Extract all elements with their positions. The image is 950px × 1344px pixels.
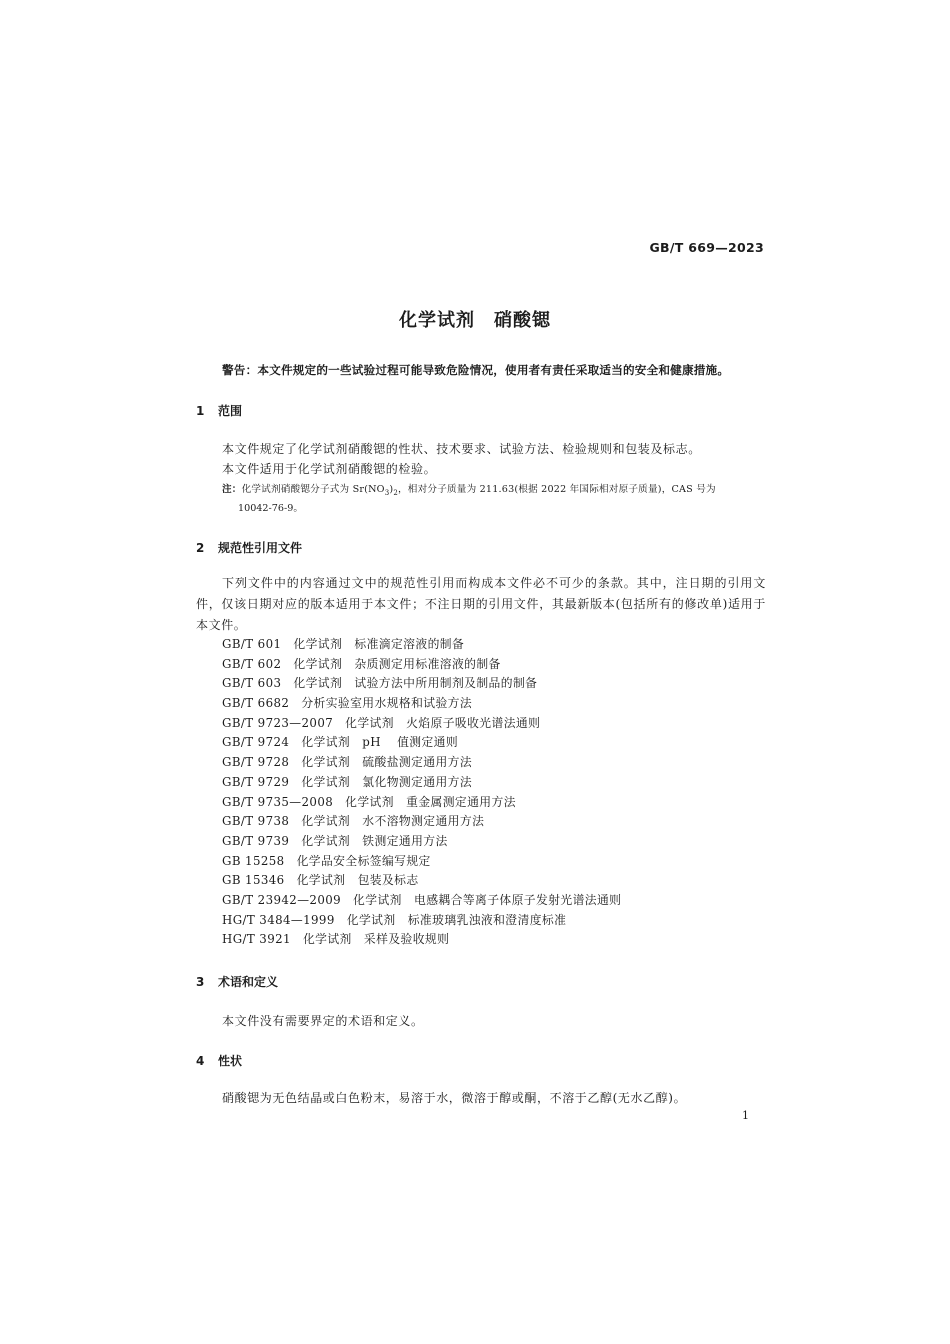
reference-item bbox=[222, 871, 621, 891]
reference-title: 化学试剂 氯化物测定通用方法 bbox=[301, 774, 473, 789]
section-title: 规范性引用文件 bbox=[218, 541, 303, 555]
reference-title: 化学试剂 pH 值测定通则 bbox=[301, 735, 459, 750]
reference-item bbox=[222, 812, 621, 832]
section-title: 范围 bbox=[218, 404, 243, 418]
section-number: 1 bbox=[196, 404, 205, 418]
reference-code: HG/T 3921 bbox=[222, 932, 291, 947]
reference-item bbox=[222, 852, 621, 872]
reference-title: 化学试剂 杂质测定用标准溶液的制备 bbox=[293, 656, 501, 671]
reference-item bbox=[222, 930, 621, 950]
note-label: 注： bbox=[222, 484, 242, 495]
reference-title: 化学试剂 采样及验收规则 bbox=[302, 932, 450, 947]
reference-code: GB/T 9735—2008 bbox=[222, 794, 334, 809]
reference-code: GB/T 9739 bbox=[222, 833, 290, 848]
scope-note-continuation: 10042-76-9。 bbox=[238, 503, 303, 514]
section-4-heading bbox=[196, 1052, 242, 1069]
reference-code: GB/T 9724 bbox=[222, 735, 290, 750]
reference-code: GB 15258 bbox=[222, 853, 285, 868]
reference-list bbox=[222, 635, 621, 950]
reference-item bbox=[222, 773, 621, 793]
section-number: 3 bbox=[196, 975, 205, 989]
scope-note: 注：化学试剂硝酸锶分子式为 $Sr(NO_3)_2$，相对分子质量为 211.63(根据 2022 年国际相对原子质量)，CAS 号为 bbox=[222, 484, 716, 497]
reference-title: 化学试剂 试验方法中所用制剂及制品的制备 bbox=[293, 676, 538, 691]
section-1-heading bbox=[196, 402, 242, 419]
reference-item bbox=[222, 753, 621, 773]
reference-code: GB/T 9729 bbox=[222, 774, 290, 789]
reference-item bbox=[222, 832, 621, 852]
reference-item bbox=[222, 674, 621, 694]
reference-code: GB/T 23942—2009 bbox=[222, 892, 342, 907]
reference-title: 化学试剂 铁测定通用方法 bbox=[301, 833, 448, 848]
reference-item bbox=[222, 714, 621, 734]
terms-paragraph: 本文件没有需要界定的术语和定义。 bbox=[222, 1014, 424, 1028]
scope-paragraph-1: 本文件规定了化学试剂硝酸锶的性状、技术要求、试验方法、检验规则和包装及标志。 bbox=[222, 442, 701, 456]
reference-item bbox=[222, 891, 621, 911]
reference-code: HG/T 3484—1999 bbox=[222, 912, 335, 927]
section-title: 术语和定义 bbox=[218, 975, 279, 989]
page-number: 1 bbox=[742, 1109, 749, 1122]
reference-title: 化学品安全标签编写规定 bbox=[296, 853, 431, 868]
reference-title: 化学试剂 标准滴定溶液的制备 bbox=[293, 637, 465, 651]
reference-code: GB/T 9728 bbox=[222, 755, 290, 770]
standard-code: GB/T 669—2023 bbox=[649, 240, 764, 255]
section-title: 性状 bbox=[218, 1054, 243, 1068]
reference-item bbox=[222, 733, 621, 753]
warning-text: 警告：本文件规定的一些试验过程可能导致危险情况，使用者有责任采取适当的安全和健康措施。 bbox=[222, 363, 730, 377]
reference-item bbox=[222, 635, 621, 655]
section-number: 4 bbox=[196, 1054, 205, 1068]
reference-code: GB/T 6682 bbox=[222, 696, 290, 711]
reference-item bbox=[222, 911, 621, 931]
document-title: 化学试剂 硝酸锶 bbox=[399, 310, 551, 331]
reference-code: GB 15346 bbox=[222, 873, 285, 888]
reference-title: 化学试剂 硫酸盐测定通用方法 bbox=[301, 755, 473, 770]
section-2-heading bbox=[196, 539, 302, 556]
reference-code: GB/T 603 bbox=[222, 676, 282, 691]
reference-code: GB/T 601 bbox=[222, 637, 282, 651]
section-3-heading bbox=[196, 973, 278, 990]
reference-title: 化学试剂 包装及标志 bbox=[296, 873, 419, 888]
section-number: 2 bbox=[196, 541, 205, 555]
reference-item bbox=[222, 793, 621, 813]
reference-title: 化学试剂 电感耦合等离子体原子发射光谱法通则 bbox=[353, 892, 622, 907]
references-intro: 下列文件中的内容通过文中的规范性引用而构成本文件必不可少的条款。其中，注日期的引用文件，仅该日期对应的版本适用于本文件；不注日期的引用文件，其最新版本(包括所有的修改单)适用于本文件。 bbox=[196, 576, 766, 632]
reference-title: 化学试剂 重金属测定通用方法 bbox=[345, 794, 516, 809]
reference-code: GB/T 9723—2007 bbox=[222, 715, 334, 730]
properties-paragraph: 硝酸锶为无色结晶或白色粉末，易溶于水，微溶于醇或酮，不溶于乙醇(无水乙醇)。 bbox=[222, 1091, 687, 1105]
reference-item bbox=[222, 655, 621, 675]
reference-title: 化学试剂 水不溶物测定通用方法 bbox=[301, 814, 485, 829]
reference-code: GB/T 602 bbox=[222, 656, 282, 671]
reference-title: 化学试剂 火焰原子吸收光谱法通则 bbox=[345, 715, 541, 730]
scope-paragraph-2: 本文件适用于化学试剂硝酸锶的检验。 bbox=[222, 462, 437, 476]
reference-title: 分析实验室用水规格和试验方法 bbox=[301, 696, 473, 711]
reference-code: GB/T 9738 bbox=[222, 814, 290, 829]
reference-item bbox=[222, 694, 621, 714]
reference-title: 化学试剂 标准玻璃乳浊液和澄清度标准 bbox=[346, 912, 567, 927]
